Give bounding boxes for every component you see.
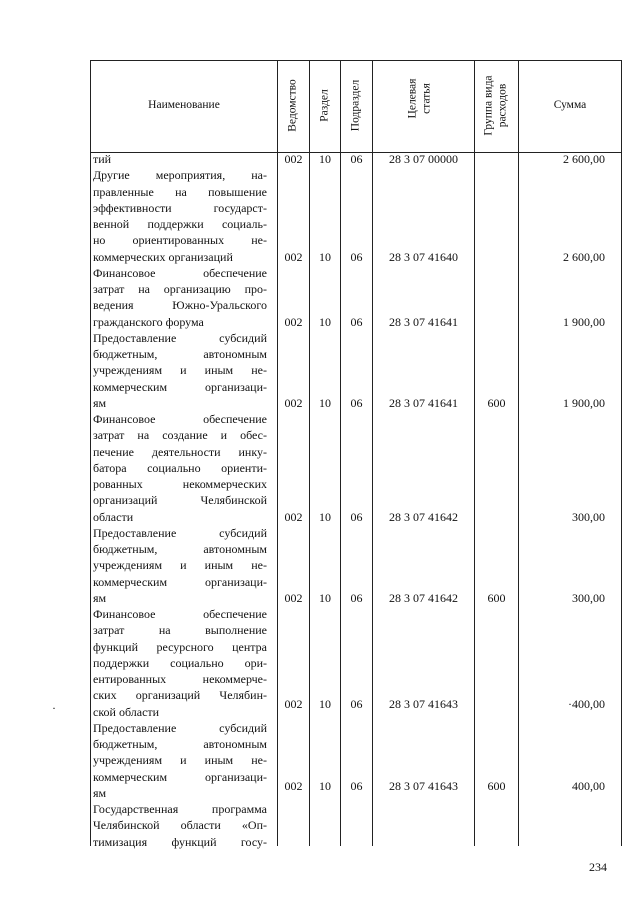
column-border bbox=[372, 60, 373, 846]
name-line: затрат на выполнение bbox=[93, 623, 267, 638]
name-line: ведения Южно-Уральского bbox=[93, 298, 267, 313]
name-line: Предоставление субсидий bbox=[93, 525, 267, 540]
cell-section: 10 bbox=[319, 396, 331, 410]
cell-amount: 300,00 bbox=[572, 509, 605, 524]
cell-group: 600 bbox=[487, 590, 506, 605]
name-line: батора социально ориенти- bbox=[93, 460, 267, 475]
name-line: коммерческим организаци- bbox=[93, 379, 267, 394]
name-line: Государственная программа bbox=[93, 802, 267, 816]
cell-section: 10 bbox=[319, 314, 331, 329]
cell-subsection: 06 bbox=[350, 509, 363, 524]
name-line: функций ресурсного центра bbox=[93, 639, 267, 654]
name-line: ских организаций Челябин- bbox=[93, 688, 267, 703]
cell-dept: 002 bbox=[284, 152, 303, 166]
stray-mark: · bbox=[52, 701, 56, 715]
cell-target: 28 3 07 00000 bbox=[389, 152, 458, 166]
cell-dept: 002 bbox=[284, 314, 303, 329]
cell-amount: 400,00 bbox=[572, 778, 605, 793]
name-line: гражданского форума bbox=[93, 314, 204, 329]
column-border bbox=[309, 60, 310, 846]
cell-section: 10 bbox=[319, 590, 331, 605]
name-line: Другие мероприятия, на- bbox=[93, 168, 267, 183]
cell-dept: 002 bbox=[284, 778, 303, 793]
name-line: бюджетным, автономным bbox=[93, 542, 267, 556]
cell-dept: 002 bbox=[284, 590, 303, 605]
column-border bbox=[518, 60, 519, 846]
cell-section: 10 bbox=[319, 509, 331, 524]
cell-target: 28 3 07 41643 bbox=[389, 697, 458, 711]
name-line: Финансовое обеспечение bbox=[93, 412, 267, 426]
name-line: организаций Челябинской bbox=[93, 493, 267, 508]
name-line: ям bbox=[93, 395, 107, 410]
header-name: Наименование bbox=[148, 99, 220, 111]
cell-amount: 300,00 bbox=[572, 590, 605, 605]
cell-dept: 002 bbox=[284, 249, 303, 264]
column-border bbox=[90, 60, 91, 846]
name-line: венной поддержки социаль- bbox=[93, 217, 267, 231]
cell-group: 600 bbox=[487, 396, 506, 410]
header-group-line1: Группа вида bbox=[482, 75, 495, 136]
column-border bbox=[277, 60, 278, 846]
name-line: Предоставление субсидий bbox=[93, 720, 267, 735]
cell-group bbox=[475, 250, 518, 265]
header-sum: Сумма bbox=[553, 99, 587, 111]
cell-group bbox=[475, 315, 518, 330]
cell-section: 10 bbox=[319, 152, 331, 166]
name-line: коммерческим организаци- bbox=[93, 769, 267, 784]
name-line: но ориентированных не- bbox=[93, 233, 267, 248]
cell-amount: 2 600,00 bbox=[563, 152, 605, 166]
name-line: печение деятельности инку- bbox=[93, 444, 267, 459]
cell-group bbox=[475, 510, 518, 525]
column-border bbox=[621, 60, 622, 846]
header-dept: Ведомство bbox=[286, 79, 299, 132]
header-subsection: Подраздел bbox=[349, 79, 362, 132]
header-section: Раздел bbox=[318, 89, 331, 122]
cell-section: 10 bbox=[319, 778, 331, 793]
cell-target: 28 3 07 41640 bbox=[389, 249, 458, 264]
name-line: эффективности государст- bbox=[93, 200, 267, 215]
name-line: ям bbox=[93, 785, 107, 800]
cell-subsection: 06 bbox=[350, 697, 363, 711]
cell-amount: 1 900,00 bbox=[563, 396, 605, 410]
name-line: рованных некоммерческих bbox=[93, 477, 267, 491]
name-line: Предоставление субсидий bbox=[93, 330, 267, 345]
name-line: ской области bbox=[93, 704, 160, 719]
name-line: ям bbox=[93, 590, 107, 605]
column-border bbox=[340, 60, 341, 846]
cell-target: 28 3 07 41642 bbox=[389, 590, 458, 605]
name-line: коммерческим организаци- bbox=[93, 574, 267, 589]
name-line: области bbox=[93, 509, 134, 524]
column-border bbox=[474, 60, 475, 846]
name-line: Финансовое обеспечение bbox=[93, 607, 267, 621]
name-line: затрат на организацию про- bbox=[93, 282, 267, 296]
cell-group bbox=[475, 152, 518, 167]
cell-subsection: 06 bbox=[350, 314, 363, 329]
cell-group: 600 bbox=[487, 778, 506, 793]
cell-amount: 2 600,00 bbox=[563, 249, 605, 264]
name-line: поддержки социально ори- bbox=[93, 655, 267, 670]
name-line: коммерческих организаций bbox=[93, 249, 233, 264]
name-line: затрат на создание и обес- bbox=[93, 428, 267, 443]
cell-target: 28 3 07 41641 bbox=[389, 314, 458, 329]
cell-target: 28 3 07 41643 bbox=[389, 778, 458, 793]
cell-subsection: 06 bbox=[350, 590, 363, 605]
cell-dept: 002 bbox=[284, 509, 303, 524]
header-target-line1: Целевая bbox=[406, 78, 419, 119]
header-group-line2: расходов bbox=[496, 83, 509, 128]
name-line: ентированных некоммерче- bbox=[93, 672, 267, 686]
cell-group bbox=[475, 697, 518, 712]
cell-amount: ·400,00 bbox=[568, 697, 605, 711]
cell-target: 28 3 07 41641 bbox=[389, 396, 458, 410]
cell-subsection: 06 bbox=[350, 152, 363, 166]
name-line: Челябинской области «Оп- bbox=[93, 818, 267, 833]
cell-subsection: 06 bbox=[350, 778, 363, 793]
page-number: 234 bbox=[589, 860, 607, 874]
name-line: Финансовое обеспечение bbox=[93, 265, 267, 280]
cell-dept: 002 bbox=[284, 697, 303, 711]
name-line: учреждениям и иным не- bbox=[93, 753, 267, 768]
cell-section: 10 bbox=[319, 249, 331, 264]
header-target-line2: статья bbox=[420, 83, 433, 114]
cell-dept: 002 bbox=[284, 396, 303, 410]
cell-target: 28 3 07 41642 bbox=[389, 509, 458, 524]
name-line: правленные на повышение bbox=[93, 184, 267, 199]
name-line: бюджетным, автономным bbox=[93, 347, 267, 361]
cell-subsection: 06 bbox=[350, 396, 363, 410]
name-line: учреждениям и иным не- bbox=[93, 558, 267, 573]
cell-section: 10 bbox=[319, 697, 331, 711]
name-line: учреждениям и иным не- bbox=[93, 363, 267, 378]
cell-subsection: 06 bbox=[350, 249, 363, 264]
name-line: тий bbox=[93, 152, 112, 166]
cell-amount: 1 900,00 bbox=[563, 314, 605, 329]
name-line: тимизация функций госу- bbox=[93, 834, 267, 849]
name-line: бюджетным, автономным bbox=[93, 737, 267, 751]
